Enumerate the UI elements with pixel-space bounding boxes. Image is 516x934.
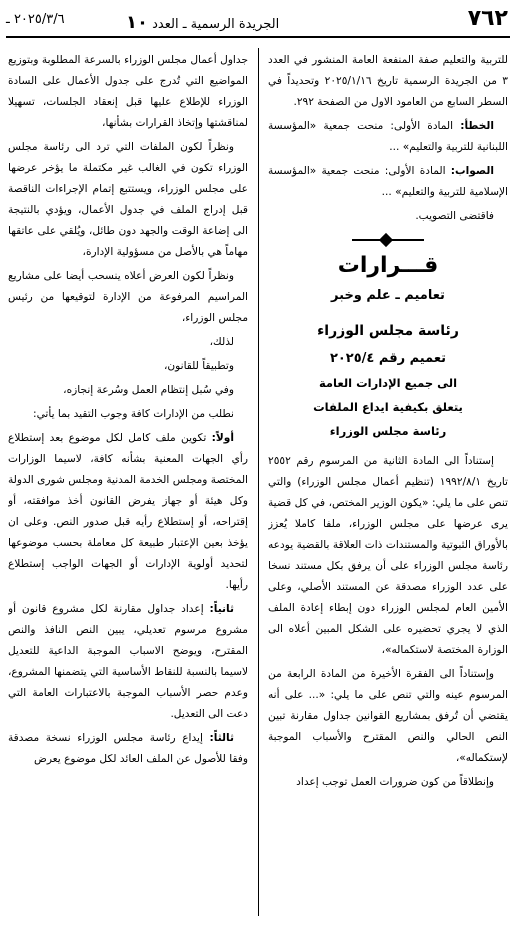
paragraph: ونظراً لكون الملفات التي ترد الى رئاسة مجلس الوزراء تكون في الغالب غير مكتملة ما يؤخر عرضها على مجلس الوزراء، ويستتبع إتمام الإجراءات الناقصة قبل إدراج الملف في جدول الأعمال، ويؤدي بالنتيجة الى إضاعة الوقت والجهد دون طائل، ويُلقي على عاتقها مهاماً هي بالأصل من مسؤولية الإدارة، xyxy=(8,141,248,258)
paragraph: وإستناداً الى الفقرة الأخيرة من المادة الرابعة من المرسوم عينه والتي تنص على ما يلي: «... على أنه يقتضي أن تُرفق بمشاريع القوانين جداول مقارنة تبين النص الحالي والنص المقترح والأسباب الموجبة لإستكماله»، xyxy=(268,668,508,764)
subsection-title: تعاميم ـ علم وخبر xyxy=(331,288,445,303)
circular-subject-line2: رئاسة مجلس الوزراء xyxy=(329,424,447,438)
gazette-title: الجريدة الرسمية ـ العدد xyxy=(152,17,280,32)
error-label: الخطأ: xyxy=(460,120,494,132)
circular-subject: يتعلق بكيفية ايداع الملفات xyxy=(313,400,463,414)
page-header xyxy=(6,6,510,38)
authority-heading: رئاسة مجلس الوزراء xyxy=(317,323,459,339)
clause-third xyxy=(8,728,248,770)
column-divider xyxy=(258,48,259,916)
paragraph: جداول أعمال مجلس الوزراء بالسرعة المطلوبة وبتوزيع المواضيع التي تُدرج على جدول الأعمال على السادة الوزراء للإطلاع عليها قبل إنعقاد الجلسات، تسهيلا لمناقشتها وإتخاذ القرارات بشأنها، xyxy=(8,54,248,129)
left-column xyxy=(8,50,248,934)
error-text: المادة الأولى: منحت جمعية «المؤسسة اللبنانية للتربية والتعليم» ... xyxy=(268,120,508,153)
correction-paragraph xyxy=(268,161,508,203)
paragraph: نطلب من الإدارات كافة وجوب التقيد بما يأتي: xyxy=(33,408,234,420)
paragraph: ونظراً لكون العرض أعلاه ينسحب أيضا على مشاريع المراسيم المرفوعة من الإدارة لتوقيعها من رئيس مجلس الوزراء، xyxy=(8,270,248,324)
clause-text: إعداد جداول مقارنة لكل مشروع قانون أو مشروع مرسوم تعديلي، يبين النص النافذ والنص المقترح، ويوضح الاسباب الموجبة الداعية للتعديل لاسيما بالنسبة للنقاط الأساسية التي يتضمنها المشروع، وعدم حصر الأسباب الموجبة بالاعتبارات العامة التي دعت الى التعديل. xyxy=(8,603,248,720)
circular-recipient: الى جميع الإدارات العامة xyxy=(318,376,458,390)
clause-second xyxy=(8,599,248,725)
correction-note: فاقتضى التصويب. xyxy=(415,210,494,222)
clause-first xyxy=(8,428,248,596)
clause-label: ثالثاً: xyxy=(209,732,234,744)
paragraph: لذلك، xyxy=(209,336,234,348)
error-paragraph xyxy=(268,116,508,158)
right-column xyxy=(268,50,508,934)
paragraph: وإنطلاقاً من كون ضرورات العمل توجب إعداد xyxy=(296,776,494,788)
correction-label: الصواب: xyxy=(450,165,494,177)
paragraph: إستناداً الى المادة الثانية من المرسوم رقم ٢٥٥٢ تاريخ ١٩٩٢/٨/١ (تنظيم أعمال مجلس الوزراء) والتي تنص على ما يلي: «يكون الوزير المختص، في كل قضية يرى عرضها على مجلس الوزراء، ملفا كاملا يُعزز بالأوراق الثبوتية والمستندات ذات العلاقة بالقضية يودعه رئاسة مجلس الوزراء على أن يرفق بكل مستند نسخا على عدد الوزراء مصدقة عن المستند الأصلي، وعلى الأمين العام لمجلس الوزراء دون إبطاء إعادة الملف الذي لا يجري تحضيره على الشكل المبين أعلاه الى الوزارة المختصة لاستكماله»، xyxy=(268,455,508,656)
paragraph: وفي سُبل إنتظام العمل وسُرعة إنجازه، xyxy=(63,384,234,396)
clause-text: تكوين ملف كامل لكل موضوع بعد إستطلاع رأي الجهات المعنية بشأنه كافة، لاسيما الوزارات المختصة ومجلس الخدمة المدنية ومجلس شورى الدولة وكل هيئة أو جهاز يفرض القانون أخذ موافقته، أو إقتراحه، أو إستطلاع رأيه قبل صدور النص. وعلى ان يؤخذ بعين الإعتبار طبيعة كل معاملة بحسب موضوعها لتحديد أولوية الإدارات أو الجهات الواجب إستطلاع رأيها. xyxy=(8,432,248,591)
circular-number: تعميم رقم ٢٠٢٥/٤ xyxy=(329,351,447,366)
paragraph: للتربية والتعليم صفة المنفعة العامة المنشور في العدد ٣ من الجريدة الرسمية تاريخ ٢٠٢٥/١/١٦ وتحديداً في السطر السابع من العامود الاول من الصفحة ٢٩٢. xyxy=(268,54,508,108)
clause-label: ثانياً: xyxy=(209,603,234,615)
clause-text: إيداع رئاسة مجلس الوزراء نسخة مصدقة وفقا للأصول عن الملف العائد لكل موضوع يعرض xyxy=(8,732,248,765)
section-ornament xyxy=(268,233,508,247)
page-number: ٧٦٢ xyxy=(467,6,508,31)
issue-date: ٢٠٢٥/٣/٦ ـ xyxy=(6,12,65,27)
paragraph: وتطبيقاً للقانون، xyxy=(163,360,234,372)
issue-number: ١٠ xyxy=(126,12,148,33)
section-title: قـــرارات xyxy=(337,253,439,278)
gazette-title-line xyxy=(126,12,279,33)
clause-label: أولاً: xyxy=(211,432,234,444)
correction-text: المادة الأولى: منحت جمعية «المؤسسة الإسلامية للتربية والتعليم» ... xyxy=(268,165,508,198)
